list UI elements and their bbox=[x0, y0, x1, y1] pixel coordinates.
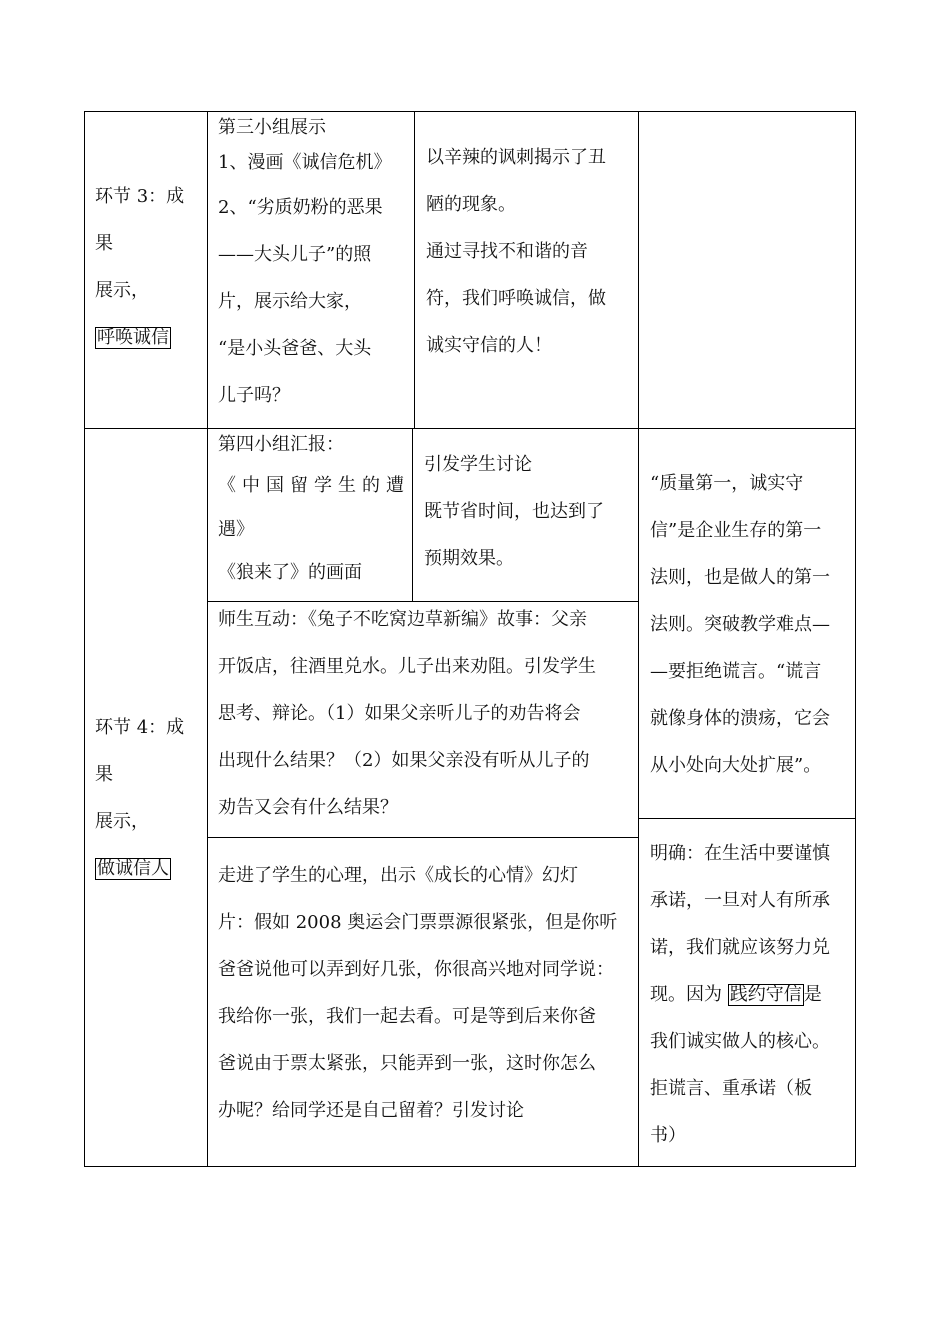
column-divider bbox=[638, 111, 639, 1167]
note-line: 书） bbox=[650, 1125, 686, 1146]
intent-line: 预期效果。 bbox=[424, 548, 514, 569]
interaction-line: 开饭店，往酒里兑水。儿子出来劝阻。引发学生 bbox=[218, 656, 596, 677]
intent-line: 既节省时间，也达到了 bbox=[424, 501, 604, 522]
activity-line: “是小头爸爸、大头 bbox=[218, 338, 372, 359]
row-divider bbox=[638, 818, 856, 819]
activity-line: 儿子吗？ bbox=[218, 385, 290, 406]
section4-stage-cell bbox=[95, 704, 203, 892]
interaction-line: 师生互动：《兔子不吃窝边草新编》故事：父亲 bbox=[218, 609, 587, 630]
section4-note-cell bbox=[650, 460, 850, 789]
intent-line: 诚实守信的人！ bbox=[426, 335, 552, 356]
table-border-bottom bbox=[84, 1166, 856, 1167]
interaction-line: 出现什么结果？（2）如果父亲没有听从儿子的 bbox=[218, 750, 590, 771]
psychology-line: 走进了学生的心理，出示《成长的心情》幻灯 bbox=[218, 865, 578, 886]
column-divider bbox=[207, 111, 208, 1167]
column-divider bbox=[412, 428, 413, 602]
intent-line: 以辛辣的讽刺揭示了丑 bbox=[426, 147, 606, 168]
activity-line: 遇》 bbox=[218, 519, 254, 540]
note-line: 拒谎言、重承诺（板 bbox=[650, 1078, 812, 1099]
section4-intent-cell bbox=[424, 441, 634, 582]
intent-line: 符，我们呼唤诚信，做 bbox=[426, 288, 606, 309]
stage-title-boxed: 呼唤诚信 bbox=[97, 327, 169, 348]
psychology-line: 我给你一张，我们一起去看。可是等到后来你爸 bbox=[218, 1006, 596, 1027]
note-line: 明确：在生活中要谨慎 bbox=[650, 843, 830, 864]
intent-line: 陋的现象。 bbox=[426, 194, 516, 215]
section3-stage-cell bbox=[95, 173, 203, 361]
note-text: 是 bbox=[803, 984, 822, 1005]
note-line: 法则。突破教学难点— bbox=[650, 614, 830, 635]
note-line: 就像身体的溃疡，它会 bbox=[650, 708, 830, 729]
stage-line: 展示， bbox=[95, 280, 149, 301]
stage-line: 果 bbox=[95, 233, 113, 254]
interaction-line: 劝告又会有什么结果？ bbox=[218, 797, 398, 818]
psychology-line: 片：假如 2008 奥运会门票票源很紧张，但是你听 bbox=[218, 912, 618, 933]
stage-line: 环节 3：成 bbox=[95, 186, 185, 207]
note-line: 承诺，一旦对人有所承 bbox=[650, 890, 830, 911]
stage-title-boxed: 做诚信人 bbox=[97, 858, 169, 879]
note-line: —要拒绝谎言。“谎言 bbox=[650, 661, 822, 682]
psychology-line: 爸说由于票太紧张，只能弄到一张，这时你怎么 bbox=[218, 1053, 596, 1074]
section4-psychology-cell bbox=[218, 852, 634, 1134]
psychology-line: 爸爸说他可以弄到好几张，你很高兴地对同学说： bbox=[218, 959, 614, 980]
note-line: 诺，我们就应该努力兑 bbox=[650, 937, 830, 958]
row-divider bbox=[84, 428, 856, 429]
activity-line: 2、“劣质奶粉的恶果 bbox=[218, 197, 383, 218]
note-line: “质量第一，诚实守 bbox=[650, 473, 804, 494]
section3-activity-cell bbox=[218, 104, 410, 419]
activity-line: 《中国留学生的遭 bbox=[218, 475, 410, 496]
column-divider bbox=[414, 111, 415, 429]
table-border-right bbox=[855, 111, 856, 1167]
stage-line: 展示， bbox=[95, 811, 149, 832]
activity-line: 《狼来了》的画面 bbox=[218, 562, 362, 583]
table-border-left bbox=[84, 111, 85, 1167]
row-divider bbox=[207, 837, 639, 838]
note-line: 我们诚实做人的核心。 bbox=[650, 1031, 830, 1052]
section4-conclusion-cell bbox=[650, 830, 850, 1159]
section3-intent-cell bbox=[426, 134, 634, 369]
section4-interaction-cell bbox=[218, 596, 634, 831]
activity-line: 第三小组展示 bbox=[218, 117, 326, 138]
psychology-line: 办呢？给同学还是自己留着？引发讨论 bbox=[218, 1100, 524, 1121]
stage-line: 果 bbox=[95, 764, 113, 785]
boxed-keyword: 践约守信 bbox=[729, 984, 802, 1005]
activity-line: 第四小组汇报： bbox=[218, 434, 344, 455]
stage-title-line bbox=[95, 314, 203, 361]
note-line: 信”是企业生存的第一 bbox=[650, 520, 822, 541]
note-text: 现。因为 bbox=[650, 984, 728, 1005]
activity-line: 1、漫画《诚信危机》 bbox=[218, 152, 392, 173]
note-line bbox=[650, 971, 850, 1018]
activity-line: ——大头儿子”的照 bbox=[218, 244, 372, 265]
activity-line: 片，展示给大家， bbox=[218, 291, 362, 312]
intent-line: 引发学生讨论 bbox=[424, 454, 532, 475]
interaction-line: 思考、辩论。（1）如果父亲听儿子的劝告将会 bbox=[218, 703, 581, 724]
section4-activity-cell bbox=[218, 425, 408, 593]
intent-line: 通过寻找不和谐的音 bbox=[426, 241, 588, 262]
note-line: 从小处向大处扩展”。 bbox=[650, 755, 822, 776]
stage-title-line bbox=[95, 845, 203, 892]
stage-line: 环节 4：成 bbox=[95, 717, 185, 738]
note-line: 法则，也是做人的第一 bbox=[650, 567, 830, 588]
table-border-top bbox=[84, 111, 856, 112]
